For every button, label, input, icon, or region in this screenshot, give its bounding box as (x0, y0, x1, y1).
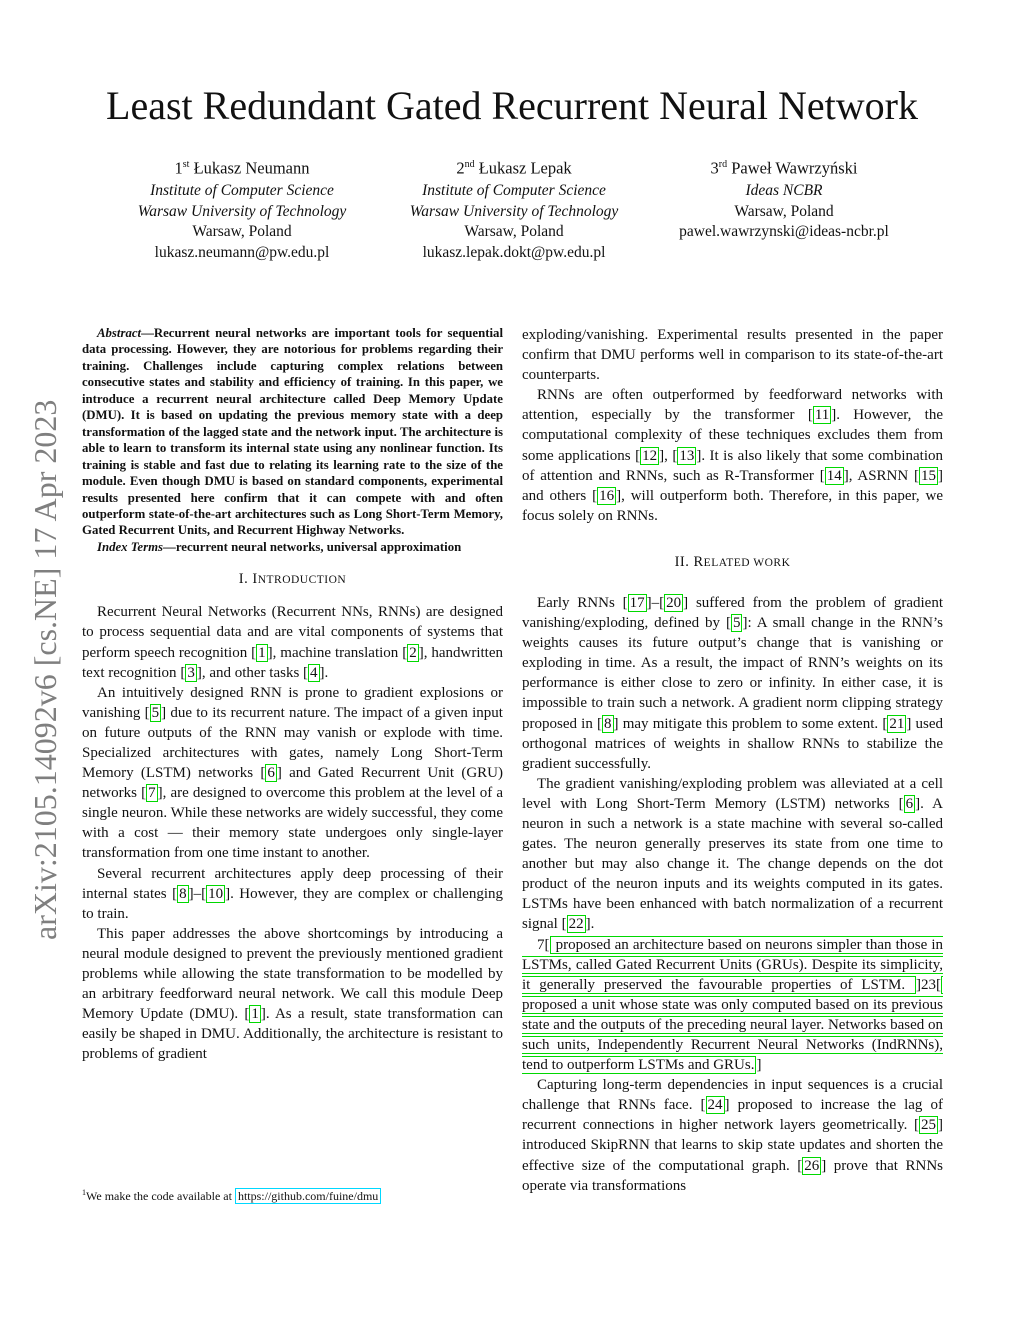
text-run: This paper addresses the above shortcomings by introducing a neural module designed to prevent the previously mentioned gradient problems while allowing the state transformation to be modelled by an arbitrary feedforward neural network. We call this module Deep Memory Update (DMU). (82, 925, 503, 1023)
author-ordinal-suffix: st (182, 159, 190, 170)
author-affiliation: Ideas NCBR (745, 182, 823, 200)
text-run: 7 (537, 936, 545, 953)
author-block-2 (384, 155, 644, 263)
citation-link[interactable]: proposed a unit whose state was only computed based on its previous state and the outputs of the preceding neural layer. Networks based on such units, Independently Recurrent Neural Networks (IndRNNs), tend to outperform LSTMs and GRUs. (522, 976, 943, 1074)
section-rest: ELATED WORK (703, 556, 791, 569)
paragraph: An intuitively designed RNN is prone to gradient explosions or vanishing [ 5 ] due to its recurrent nature. The impact of a given input on future outputs of the RNN may vanish or explode with time. Specialized architectures with gates, namely Long Short-Term Memory (LSTM) networks [ 6 ] and Gated Recurrent Unit (GRU) networks [ 7 ], are designed to overcome this problem at the level of a single neuron. While these networks are widely successful, they come with a cost — their memory state undergoes only single-layer transformation from one time instant to another. (82, 684, 503, 862)
text-run: , are designed to overcome this problem at the level of a single neuron. While these networks are widely successful, they come with a cost — their memory state undergoes only single-layer transformation from one time instant to another. (82, 785, 503, 862)
abstract (82, 325, 503, 539)
citation-link[interactable]: 8 (604, 715, 612, 732)
text-run: 23 (921, 976, 936, 993)
citation-link[interactable]: 6 (267, 765, 275, 782)
author-name: Paweł Wawrzyński (731, 158, 858, 178)
citation-link[interactable]: 15 (921, 467, 936, 484)
section-heading-introduction (82, 569, 503, 590)
citation-link[interactable]: 4 (310, 664, 318, 681)
citation-link[interactable]: 12 (642, 447, 658, 464)
citation-link[interactable]: 11 (814, 407, 830, 424)
text-run: , handwritten text recognition (82, 644, 503, 681)
text-run: – (651, 594, 660, 611)
citation-link[interactable]: 8 (179, 885, 187, 902)
text-run: An intuitively designed RNN is prone to gradient explosions or vanishing (82, 684, 503, 721)
text-run: , ASRNN (848, 467, 914, 484)
text-run: . However, they are complex or challenging to train. (82, 885, 503, 922)
paragraph: 7[ proposed an architecture based on neurons simpler than those in LSTMs, called Gated Recurrent Units (GRUs). Despite its simplicity, it generally preserved the favourable properties of LSTM. ]23[ proposed a unit whose state was only computed based on its previous state and the outputs of the preceding neural layer. Networks based on such units, Independently Recurrent Neural Networks (IndRNNs), tend to outperform LSTMs and GRUs. ] (522, 936, 943, 1074)
citation-link[interactable]: 5 (732, 615, 741, 632)
paragraph: Early RNNs [ 17 ]–[ 20 ] suffered from the problem of gradient vanishing/exploding, defined by [ 5 ]: A small change in the RNN’s weights causes its future output’s change that is vanishing or exploding in time. As a result, the impact of RNN’s weights on its performance is either close to zero or infinity. In either case, it is impossible to train such a network. A gradient norm clipping strategy proposed in [ 8 ] may mitigate this problem to some extent. [ 21 ] used orthogonal matrices of weights in shallow RNNs to stabilize the gradient successfully. (522, 594, 943, 772)
text-run: , machine translation (272, 644, 403, 661)
citation-link[interactable]: 14 (826, 467, 842, 484)
paragraph: Several recurrent architectures apply deep processing of their internal states [ 8 ]–[ 10 ]. However, they are complex or challenging to train. (82, 865, 503, 922)
text-run: used orthogonal matrices of weights in shallow RNNs to stabilize the gradient successfully. (522, 715, 943, 772)
text-run: , will outperform both. Therefore, in this paper, we focus solely on RNNs. (522, 487, 943, 524)
author-email: lukasz.lepak.dokt@pw.edu.pl (422, 243, 606, 261)
author-block-1 (112, 155, 372, 263)
author-name: Łukasz Lepak (478, 158, 572, 178)
text-run: prove that RNNs operate via transformations (522, 1157, 944, 1194)
section-initial: R (693, 553, 704, 570)
author-ordinal: 1 (174, 158, 183, 178)
citation-link[interactable]: 25 (921, 1117, 936, 1134)
index-terms-text: —recurrent neural networks, universal approximation (163, 539, 462, 554)
section-heading-related-work (522, 552, 943, 573)
citation-link[interactable]: 20 (666, 594, 682, 611)
author-location: Warsaw, Poland (734, 202, 834, 220)
text-run: , (664, 447, 673, 464)
section-number: II. (674, 553, 690, 570)
citation-link[interactable]: 10 (208, 885, 224, 902)
text-run: . (324, 664, 329, 681)
text-run: The gradient vanishing/exploding problem was alleviated at a cell level with Long Short-Term Memory (LSTM) networks (522, 775, 943, 812)
paper-title: Least Redundant Gated Recurrent Neural Network (106, 83, 918, 128)
citation-link[interactable]: 16 (599, 487, 615, 504)
index-terms-label: Index Terms (97, 539, 164, 554)
citation-link[interactable]: 21 (889, 715, 905, 732)
right-column (522, 325, 943, 1196)
author-email: lukasz.neumann@pw.edu.pl (154, 243, 330, 261)
author-name: Łukasz Neumann (193, 158, 310, 178)
author-ordinal: 3 (710, 158, 719, 178)
left-column (82, 325, 503, 1065)
citation-link[interactable]: 6 (905, 795, 914, 812)
text-run: RNNs are often outperformed by feedforward networks with attention, especially by the transformer (522, 387, 943, 424)
text-run: . It is also likely that some combination of attention and RNNs, such as R-Transformer (522, 447, 944, 484)
author-ordinal-suffix: rd (718, 159, 728, 170)
section-rest: NTRODUCTION (257, 574, 347, 587)
abstract-text: —Recurrent neural networks are important tools for sequential data processing. However, they are notorious for problems regarding their training. Challenges include capturing complex relations between consecutive states and stability and efficiency of training. In this paper, we introduce a recurrent neural architecture called Deep Memory Update (DMU). It is based on updating the previous memory state with a deep transformation of the lagged state and the network input. The architecture is able to learn to transform its internal state using any nonlinear function. Its training is stable and fast due to relating its learning rate to the size of the module. Even though DMU is based on standard components, experimental results presented here confirm that it can compete with and often outperform state-of-the-art architectures such as Long Short-Term Memory, Gated Recurrent Units, and Recurrent Highway Networks. (82, 326, 503, 538)
text-run: due to its recurrent nature. The impact of a given input on future outputs of the RNN may vanish or explode with time. Specialized architectures with gates, namely Long Short-Term Memory (LSTM) networks (82, 704, 503, 782)
index-terms (82, 539, 503, 555)
citation-link[interactable]: 17 (629, 594, 645, 611)
author-institution: Warsaw University of Technology (409, 202, 619, 220)
text-run: may mitigate this problem to some extent. (618, 715, 883, 732)
section-initial: I (252, 571, 258, 588)
citation-link[interactable]: 26 (804, 1157, 820, 1174)
text-run: , and other tasks (201, 664, 304, 681)
text-run: . A neuron in such a network is a state machine with several so-called gates. The neuron generally preserves its state from one time to another but may also change it. The change depends on the dot product of the neuron inputs and its weights computed in its gates. LSTMs have been enhanced with batch normalization of a recurrent signal (522, 795, 943, 933)
text-run: Several recurrent architectures apply deep processing of their internal states (82, 865, 503, 902)
author-affiliation: Institute of Computer Science (422, 182, 606, 200)
text-run: Capturing long-term dependencies in input sequences is a crucial challenge that RNNs face. (522, 1077, 943, 1114)
footnote-mark: 1 (82, 1188, 86, 1197)
citation-link[interactable]: 24 (707, 1097, 723, 1114)
citation-link[interactable]: 7 (148, 785, 156, 802)
footnote-text: We make the code available at (86, 1189, 235, 1203)
citation-link[interactable]: proposed an architecture based on neurons simpler than those in LSTMs, called Gated Recurrent Units (GRUs). Despite its simplicity, it generally preserved the favourable properties of LSTM. (522, 936, 943, 993)
footnote (82, 1184, 381, 1205)
author-ordinal: 2 (456, 158, 465, 178)
text-run: . As a result, state transformation can easily be shaped in DMU. Additionally, the architecture is resistant to problems of gradient (82, 1006, 504, 1063)
arxiv-stamp: arXiv:2105.14092v6 [cs.NE] 17 Apr 2023 (27, 399, 63, 940)
citation-link[interactable]: 22 (568, 916, 584, 933)
author-affiliation: Institute of Computer Science (150, 182, 334, 200)
citation-link[interactable]: 1 (258, 644, 266, 661)
author-location: Warsaw, Poland (464, 223, 564, 241)
abstract-label: Abstract (97, 326, 142, 340)
author-block-3 (654, 155, 914, 243)
author-institution: Warsaw University of Technology (137, 202, 347, 220)
citation-link[interactable]: 5 (151, 704, 160, 721)
paragraph: Recurrent Neural Networks (Recurrent NNs, RNNs) are designed to process sequential data and are vital components of systems that perform speech recognition [ 1 ], machine translation [ 2 ], handwritten text recognition [ 3 ], and other tasks [ 4 ]. (82, 604, 503, 681)
author-ordinal-suffix: nd (464, 159, 475, 170)
citation-link[interactable]: 13 (679, 447, 695, 464)
text-run: and others (522, 487, 593, 504)
paragraph: The gradient vanishing/exploding problem was alleviated at a cell level with Long Short-Term Memory (LSTM) networks [ 6 ]. A neuron in such a network is a state machine with several so-called gates. The neuron generally preserves its state from one time to another but may also change it. The change depends on the dot product of the neuron inputs and its weights computed in its gates. LSTMs have been enhanced with batch normalization of a recurrent signal [ 22 ]. (522, 775, 943, 933)
text-run: introduced SkipRNN that learns to skip state updates and shorten the effective size of the computational graph. (522, 1137, 943, 1174)
code-link[interactable]: https://github.com/fuine/dmu (235, 1188, 381, 1204)
text-run: suffered from the problem of gradient vanishing/exploding, defined by (522, 594, 943, 632)
paragraph: RNNs are often outperformed by feedforward networks with attention, especially by the transformer [ 11 ]. However, the computational complexity of these techniques excludes them from some applications [ 12 ], [ 13 ]. It is also likely that some combination of attention and RNNs, such as R-Transformer [ 14 ], ASRNN [ 15 ] and others [ 16 ], will outperform both. Therefore, in this paper, we focus solely on RNNs. (522, 387, 944, 524)
paragraph: exploding/vanishing. Experimental results presented in the paper confirm that DMU performs well in comparison to its state-of-the-art counterparts. (522, 327, 943, 384)
citation-link[interactable]: 1 (251, 1006, 259, 1023)
text-run: and Gated Recurrent Unit (GRU) networks (82, 765, 503, 802)
citation-link[interactable]: 3 (187, 664, 195, 681)
citation-link[interactable]: 2 (409, 644, 417, 661)
paragraph: Capturing long-term dependencies in input sequences is a crucial challenge that RNNs face. [ 24 ] proposed to increase the lag of recurrent connections in higher network layers geometrically. [ 25 ] introduced SkipRNN that learns to skip state updates and shorten the effective size of the computational graph. [ 26 ] prove that RNNs operate via transformations (522, 1077, 944, 1194)
author-email: pawel.wawrzynski@ideas-ncbr.pl (679, 223, 889, 241)
text-run: Early RNNs (537, 594, 623, 611)
text-run: Recurrent Neural Networks (Recurrent NNs, RNNs) are designed to process sequential data and are vital components of systems that perform speech recognition (82, 604, 503, 661)
text-run: . However, the computational complexity of these techniques excludes them from some applications (522, 407, 944, 464)
text-run: – (193, 885, 202, 902)
paragraph: This paper addresses the above shortcomings by introducing a neural module designed to prevent the previously mentioned gradient problems while allowing the state transformation to be modelled by an arbitrary feedforward neural network. We call this module Deep Memory Update (DMU). [ 1 ]. As a result, state transformation can easily be shaped in DMU. Additionally, the architecture is resistant to problems of gradient (82, 925, 504, 1063)
text-run: . (590, 916, 595, 933)
text-run: proposed to increase the lag of recurrent connections in higher network layers geometrically. (522, 1097, 944, 1134)
text-run: : A small change in the RNN’s weights causes its future output’s change that is vanishing or exploding in time. As a result, the impact of RNN’s weights on its performance is either close to zero or infinity. In either case, it is impossible to train such a network. A gradient norm clipping strategy proposed in (522, 615, 943, 732)
author-location: Warsaw, Poland (192, 223, 292, 241)
section-number: I. (238, 571, 249, 588)
